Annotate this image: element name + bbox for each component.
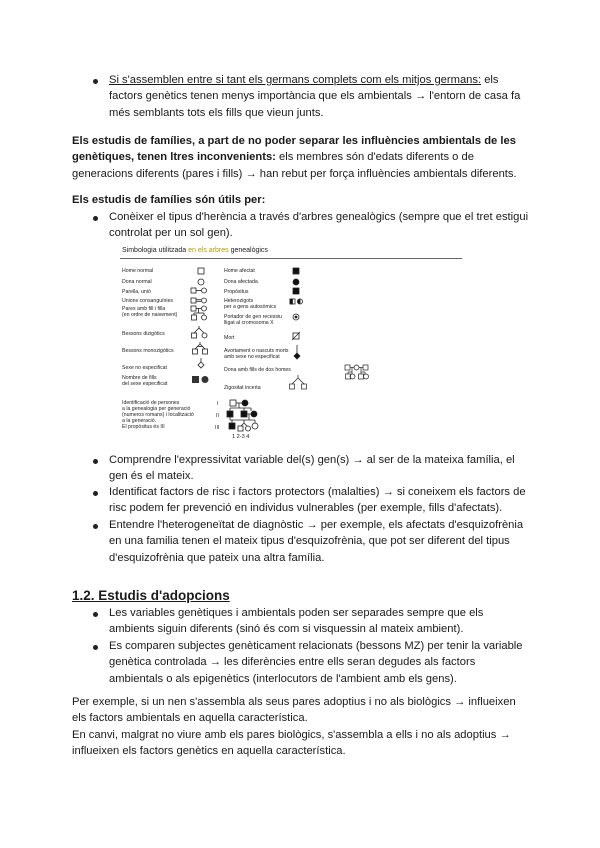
bullet-expressivitat: Comprendre l'expressivitat variable del(s) gen(s) → al ser de la mateixa família, el gen és el mateix. [109, 454, 515, 483]
label-bessons-monozigotics: Bessons monozigòtics [122, 348, 174, 354]
label-avortament: Avortament o nascuts morts [224, 348, 289, 354]
bullet-dot [93, 216, 98, 221]
bullet-heterogeneitat: Entendre l'heterogeneïtat de diagnòstic → per exemple, els afectats d'esquizofrènia en una familia tenen el mateix tipus d'esquizofrènia, que pot ser diferent del tipus d'esquizofrènia que pateix una altra família. [109, 519, 524, 564]
figure-title-highlight: en els arbres [188, 247, 229, 254]
generation-pedigree-icon [227, 400, 258, 431]
label-dona-afectada: Dona afectada [224, 279, 258, 285]
pedigree-symbol-figure [120, 244, 462, 440]
label-parella: Parella, unió [122, 289, 151, 295]
monozygotic-twins-icon [193, 342, 208, 354]
bullet-adoption-mz: Es comparen subjectes genèticament relacionats (bessons MZ) per tenir la variable genètica controlada → les diferències entre ells seran degudes als factors ambientals o als epigenètics (interlocutors de l'ambient amb els gens). [109, 640, 523, 685]
label-nombre-fills: Nombre de fills [122, 375, 157, 381]
label-sexe-especificat: del sexe especificat [122, 381, 168, 387]
parents-children-icon [191, 306, 207, 320]
uncertain-zygosity-icon [290, 375, 307, 389]
bullet-siblings-rest: els factors genètics tenen menys importància que els ambientals → l'entorn de casa fa més semblants tots els fills que vieun junts. [109, 74, 521, 119]
male-affected-icon [293, 268, 299, 274]
bullet-siblings-underlined: Si s'assemblen entre si tant els germans complets com els mitjos germans: [109, 74, 482, 86]
bullet-dot [93, 459, 98, 464]
heading-useful-for: Els estudis de famílies són útils per: [72, 194, 266, 206]
carrier-x-icon [293, 314, 299, 320]
label-pares-fills: Pares amb fill i filla [122, 306, 166, 312]
heterozygote-icon [290, 299, 303, 304]
label-identificacio-5: El propòsitus és III [122, 424, 165, 430]
paragraph-inconvenients-rest: els membres són d'edats diferents o de generacions diferents (pares i fills) → han rebut per força influències ambientals diferents. [72, 151, 517, 180]
label-home-normal: Home normal [122, 268, 154, 274]
label-heterozigots: Heterozigots [224, 298, 254, 304]
count-male-icon [192, 376, 199, 383]
paragraph-example-ambientals: Per exemple, si un nen s'assembla als seus pares adoptius i no als biològics → influeixen els factors ambientals en aquella característica. [72, 696, 516, 725]
section-heading-adopcions: 1.2. Estudis d'adopcions [72, 588, 230, 603]
female-normal-icon [198, 279, 204, 285]
label-bessons-dizigotics: Bessons dizigòtics [122, 331, 165, 337]
bullet-dot [93, 79, 98, 84]
label-identificacio-3: (numeros romans) i localització [122, 412, 194, 418]
roman-I: I [217, 401, 219, 407]
bullet-adoption-variables: Les variables genètiques i ambientals poden ser separades sempre que els ambients siguin diferents (sinó és com si visquessin al mateix ambient). [109, 607, 484, 636]
propositus-icon [293, 288, 299, 294]
label-identificacio-2: a la genealogia per generació [122, 406, 191, 412]
label-dona-normal: Dona normal [122, 279, 152, 285]
label-dona-dos-homes: Dona amb fills de dos homes [224, 367, 291, 373]
bullet-siblings [109, 72, 529, 121]
roman-III: III [215, 425, 220, 431]
count-female-icon [202, 376, 209, 383]
bullet-dot [93, 645, 98, 650]
label-sexe-no-esp: amb sexe no especificat [224, 354, 280, 360]
female-affected-icon [293, 279, 299, 285]
figure-title-part3: genealògics [228, 247, 268, 254]
bullet-genealogics: Conèixer el tipus d'herència a través d'arbres genealògics (sempre que el tret estigui controlat per un sol gen). [109, 211, 529, 240]
label-home-afectat: Home afectat [224, 268, 255, 274]
label-identificacio-1: Identificació de persones [122, 400, 180, 406]
figure-title-part1: Simbologia utilitzada [122, 247, 189, 254]
bullet-dot [93, 524, 98, 529]
dizygotic-twins-icon [192, 326, 208, 338]
label-zigositat-incerta: Zigositat incerta [224, 385, 261, 391]
label-sexe-no-especificat: Sexe no especificat [122, 365, 167, 371]
label-lligat-x: lligat al cromosoma X [224, 320, 274, 326]
miscarriage-icon [294, 345, 300, 359]
consanguineous-icon [191, 298, 207, 303]
paragraph-inconvenients [72, 133, 528, 182]
roman-II: II [216, 413, 219, 419]
unspecified-sex-icon [198, 362, 204, 368]
label-identificacio-4: a la generació. [122, 418, 157, 424]
pedigree-symbols [120, 244, 462, 440]
paragraph-example-genetics: En canvi, malgrat no viure amb els pares biològics, s'assembla a ells i no als adoptius → influeixen els factors genètics en aquella característica. [72, 729, 511, 758]
bullet-dot [93, 612, 98, 617]
label-portador: Portador de gen recessiu [224, 314, 282, 320]
label-ordre-naixement: (en ordre de naixement) [122, 312, 178, 318]
bullet-factors-risc: Identificat factors de risc i factors protectors (malalties) → si coneixem els factors de risc podem fer prevenció en individus vulnerables (per exemple, fills d'afectats). [109, 486, 526, 515]
label-gens-autosomics: per a gens autosòmics [224, 304, 277, 310]
label-unions-consanguinies: Unions consanguínies [122, 298, 174, 304]
male-normal-icon [198, 268, 204, 274]
couple-icon [191, 288, 207, 293]
label-propositus: Propòsitus [224, 289, 249, 295]
label-mort: Mort [224, 335, 235, 341]
generation-numbers: 1 2-3 4 [232, 434, 250, 440]
woman-two-men-icon [345, 365, 369, 379]
paragraph-inconvenients-bold: Els estudis de famílies, a part de no poder separar les influències ambientals de les genètiques, tenen ltres inconvenients: [72, 135, 516, 164]
deceased-icon [292, 332, 300, 340]
bullet-dot [93, 491, 98, 496]
